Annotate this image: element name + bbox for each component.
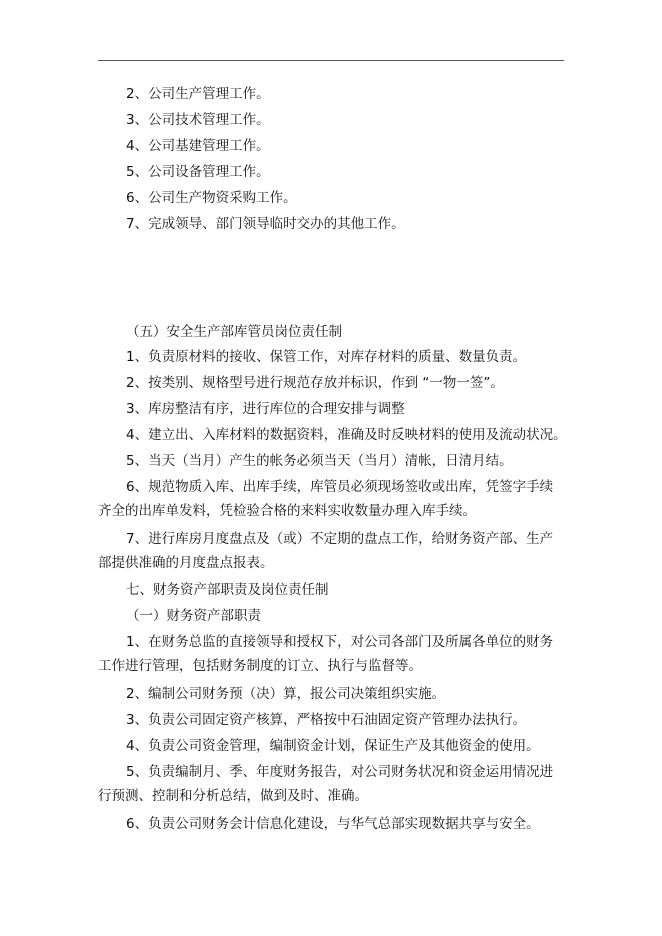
list-item: 2、按类别、规格型号进行规范存放并标识，作到 “一物一签”。 [126, 375, 504, 391]
list-item: 1、在财务总监的直接领导和授权下，对公司各部门及所属各单位的财务工作进行管理，包括财务制度的订立、执行与监督等。 [98, 634, 554, 674]
list-item: 5、负责编制月、季、年度财务报告，对公司财务状况和资金运用情况进行预测、控制和分析总结，做到及时、准确。 [98, 764, 554, 804]
section-heading: 七、财务资产部职责及岗位责任制 [126, 582, 329, 598]
list-item: 3、库房整洁有序，进行库位的合理安排与调整 [126, 401, 405, 417]
list-item: 4、公司基建管理工作。 [126, 138, 270, 154]
header-rule [98, 60, 564, 61]
list-item: 4、负责公司资金管理，编制资金计划，保证生产及其他资金的使用。 [126, 738, 540, 754]
list-item: 6、规范物质入库、出库手续，库管员必须现场签收或出库，凭签字手续齐全的出库单发料，凭检验合格的来料实收数量办理入库手续。 [98, 479, 554, 519]
list-item: 4、建立出、入库材料的数据资料，准确及时反映材料的使用及流动状况。 [126, 427, 567, 443]
list-item: 3、公司技术管理工作。 [126, 112, 270, 128]
list-item: 7、完成领导、部门领导临时交办的其他工作。 [126, 216, 405, 232]
list-item: 2、编制公司财务预（决）算，报公司决策组织实施。 [126, 686, 446, 702]
list-item: 3、负责公司固定资产核算，严格按中石油固定资产管理办法执行。 [126, 712, 527, 728]
list-item: 5、当天（当月）产生的帐务必须当天（当月）清帐，日清月结。 [126, 453, 513, 469]
section-heading: （五）安全生产部库管员岗位责任制 [126, 324, 342, 340]
list-item: 2、公司生产管理工作。 [126, 86, 270, 102]
list-item: 1、负责原材料的接收、保管工作，对库存材料的质量、数量负责。 [126, 349, 527, 365]
subsection-heading: （一）财务资产部职责 [126, 608, 261, 624]
list-item: 5、公司设备管理工作。 [126, 164, 270, 180]
list-item: 6、公司生产物资采购工作。 [126, 190, 297, 206]
list-item: 7、进行库房月度盘点及（或）不定期的盘点工作，给财务资产部、生产部提供准确的月度盘点报表。 [98, 531, 554, 571]
list-item: 6、负责公司财务会计信息化建设，与华气总部实现数据共享与安全。 [126, 816, 540, 832]
